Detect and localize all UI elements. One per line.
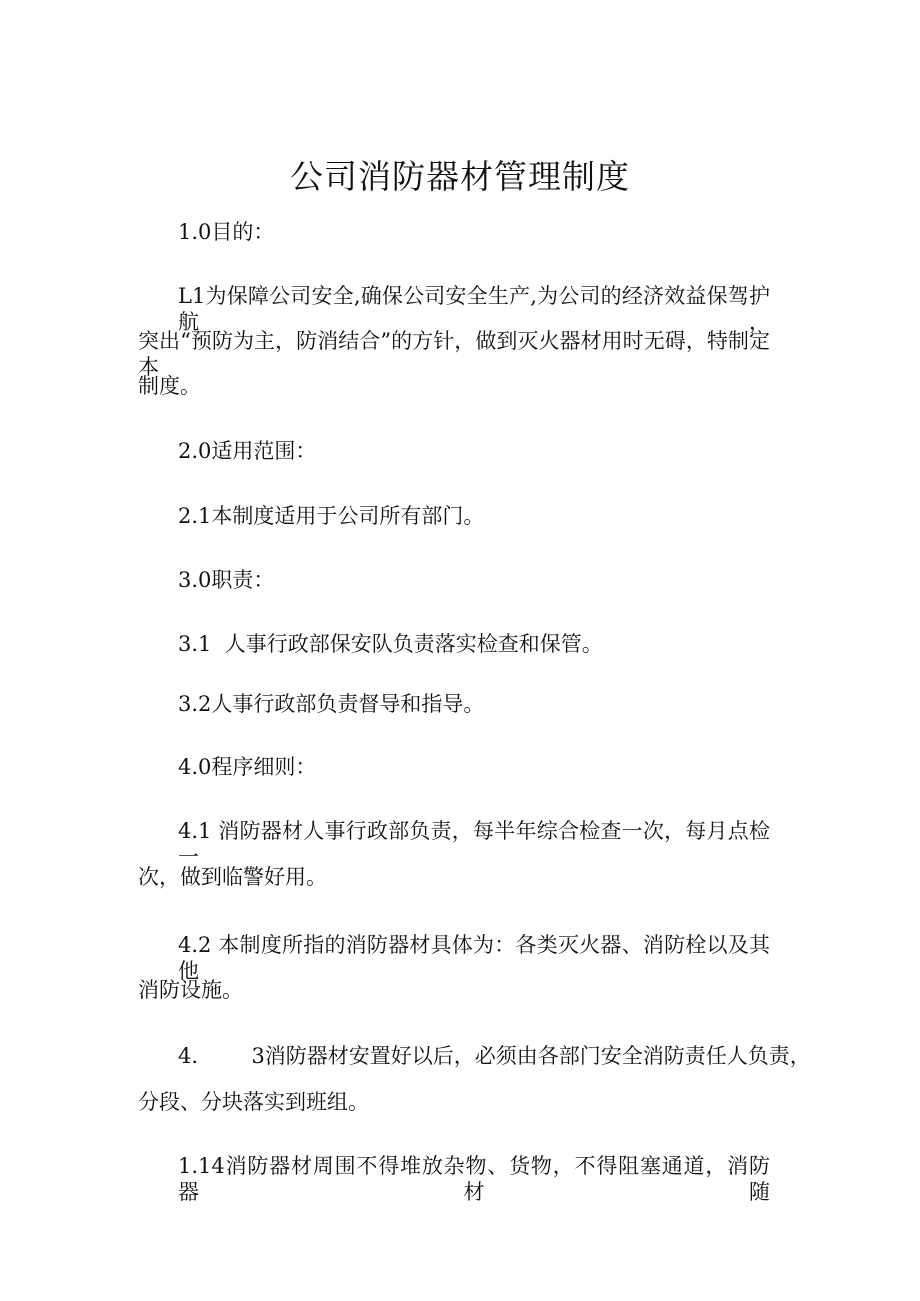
paragraph-line: 4.2 本制度所指的消防器材具体为：各类灭火器、消防栓以及其他 — [178, 933, 770, 983]
paragraph-line: 3.1 人事行政部保安队负责落实检查和保管。 — [178, 632, 603, 656]
paragraph-line: 3.2人事行政部负责督导和指导。 — [178, 692, 485, 716]
paragraph-line: 4.1 消防器材人事行政部负责，每半年综合检查一次，每月点检一 — [178, 819, 770, 869]
section-heading: 1.0目的： — [178, 220, 275, 244]
paragraph-line: 1.14消防器材周围不得堆放杂物、货物，不得阻塞通道，消防器材随 — [178, 1154, 770, 1204]
section-heading: 4.0程序细则： — [178, 755, 317, 779]
paragraph-line: L1为保障公司安全,确保公司安全生产,为公司的经济效益保驾护航， — [178, 284, 770, 334]
paragraph-line: 制度。 — [138, 374, 201, 398]
document-title: 公司消防器材管理制度 — [290, 157, 630, 196]
paragraph-line: 次，做到临警好用。 — [138, 865, 327, 889]
paragraph-line: 消防设施。 — [138, 978, 243, 1002]
paragraph-line: 2.1本制度适用于公司所有部门。 — [178, 504, 485, 528]
paragraph-line: 分段、分块落实到班组。 — [138, 1090, 369, 1114]
section-heading: 2.0适用范围： — [178, 439, 317, 463]
section-heading: 3.0职责： — [178, 568, 275, 592]
paragraph-line: 突出“预防为主，防消结合”的方针，做到灭火器材用时无碍，特制定本 — [138, 329, 770, 379]
paragraph-line: 4. 3消防器材安置好以后，必须由各部门安全消防责任人负责， — [178, 1044, 811, 1068]
